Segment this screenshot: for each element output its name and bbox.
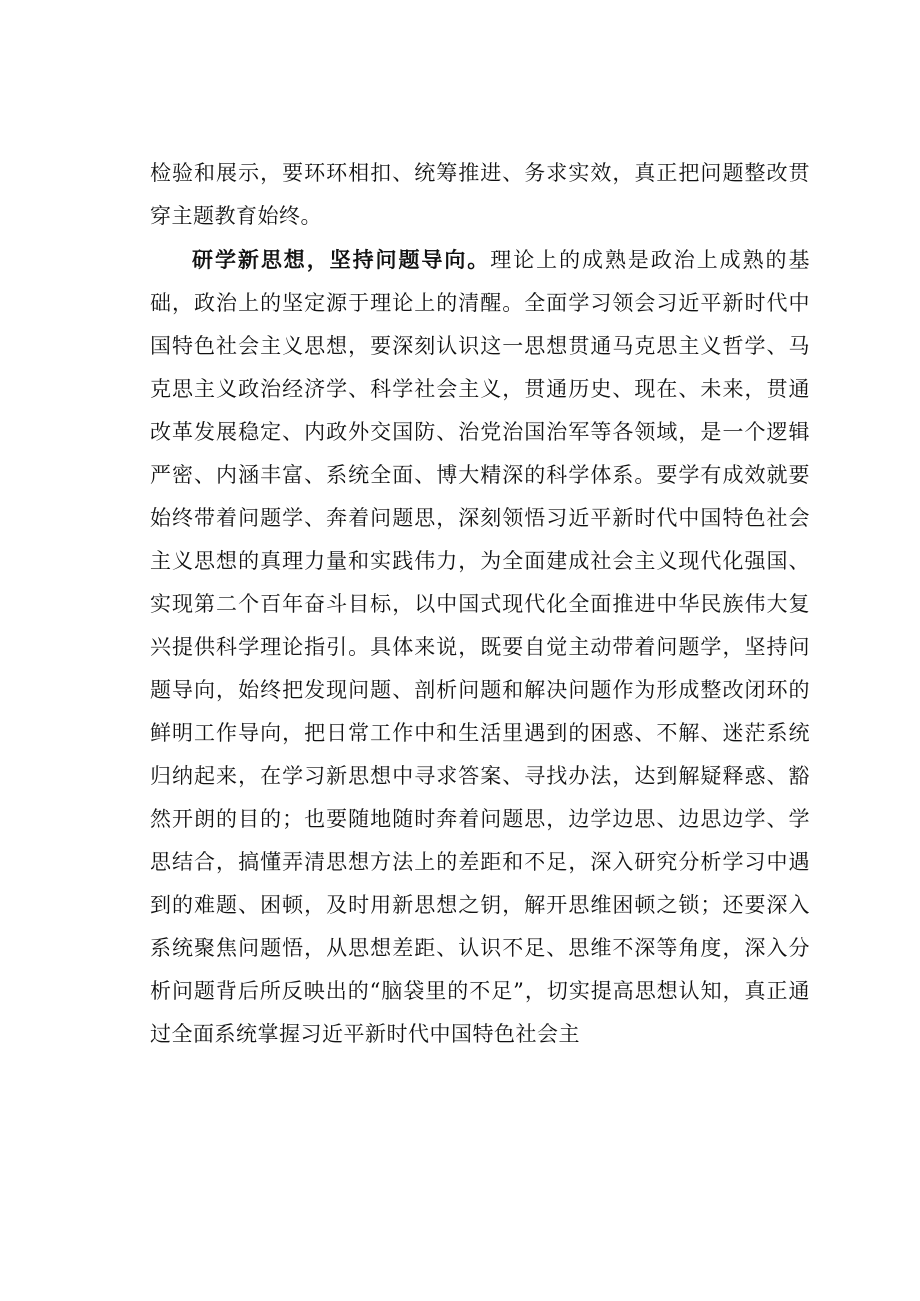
paragraph-research-new-thought bbox=[150, 238, 810, 1056]
document-body bbox=[150, 152, 810, 1056]
paragraph-text: 理论上的成熟是政治上成熟的基础，政治上的坚定源于理论上的清醒。全面学习领会习近平新时代中国特色社会主义思想，要深刻认识这一思想贯通马克思主义哲学、马克思主义政治经济学、科学社会主义，贯通历史、现在、未来，贯通改革发展稳定、内政外交国防、治党治国治军等各领域，是一个逻辑严密、内涵丰富、系统全面、博大精深的科学体系。要学有成效就要始终带着问题学、奔着问题思，深刻领悟习近平新时代中国特色社会主义思想的真理力量和实践伟力，为全面建成社会主义现代化强国、实现第二个百年奋斗目标，以中国式现代化全面推进中华民族伟大复兴提供科学理论指引。具体来说，既要自觉主动带着问题学，坚持问题导向，始终把发现问题、剖析问题和解决问题作为形成整改闭环的鲜明工作导向，把日常工作中和生活里遇到的困惑、不解、迷茫系统归纳起来，在学习新思想中寻求答案、寻找办法，达到解疑释惑、豁然开朗的目的；也要随地随时奔着问题思，边学边思、边思边学、学思结合，搞懂弄清思想方法上的差距和不足，深入研究分析学习中遇到的难题、困顿，及时用新思想之钥，解开思维困顿之锁；还要深入系统聚焦问题悟，从思想差距、认识不足、思维不深等角度，深入分析问题背后所反映出的“脑袋里的不足”，切实提高思想认知，真正通过全面系统掌握习近平新时代中国特色社会主 bbox=[150, 248, 810, 1046]
paragraph-continuation bbox=[150, 152, 810, 238]
paragraph-text: 检验和展示，要环环相扣、统筹推进、务求实效，真正把问题整改贯穿主题教育始终。 bbox=[150, 161, 810, 228]
paragraph-heading: 研学新思想，坚持问题导向。 bbox=[192, 247, 491, 272]
